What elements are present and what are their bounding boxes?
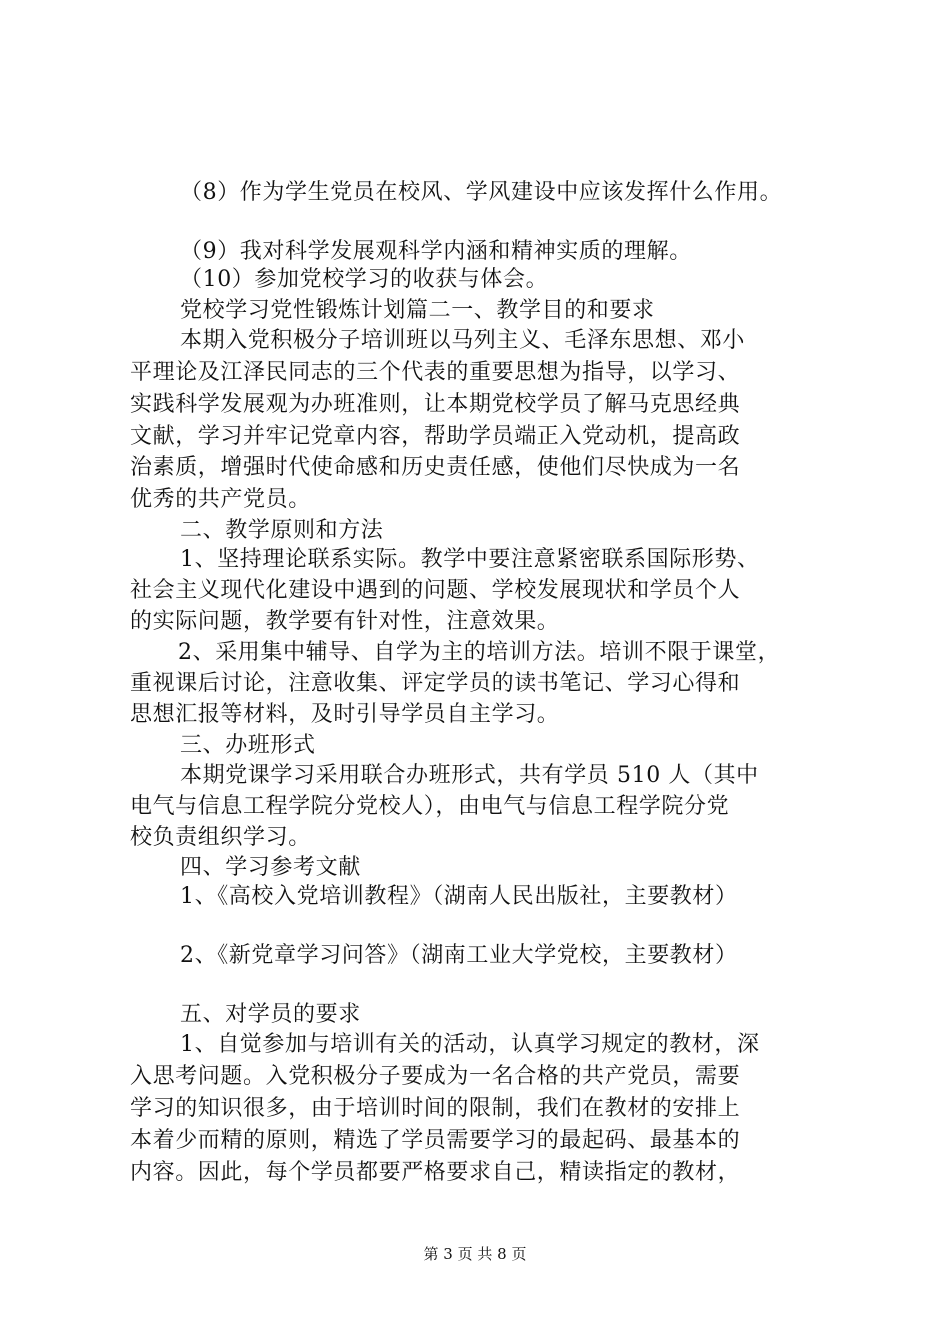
text-line: 实践科学发展观为办班准则，让本期党校学员了解马克思经典 <box>130 392 741 417</box>
text-line: 本期入党积极分子培训班以马列主义、毛泽东思想、邓小 <box>180 328 746 353</box>
text-line: 2、采用集中辅导、自学为主的培训方法。培训不限于课堂， <box>178 640 781 665</box>
section-heading: 四、学习参考文献 <box>180 855 361 880</box>
text-line: 本期党课学习采用联合办班形式，共有学员 510 人（其中 <box>180 763 759 788</box>
section-heading: 五、对学员的要求 <box>180 1002 361 1027</box>
text-line: 重视课后讨论，注意收集、评定学员的读书笔记、学习心得和 <box>130 671 741 696</box>
text-line: 2、《新党章学习问答》（湖南工业大学党校，主要教材） <box>180 943 738 968</box>
section-heading: 二、教学原则和方法 <box>180 518 384 543</box>
text-line: 优秀的共产党员。 <box>130 487 311 512</box>
text-line: 1、《高校入党培训教程》（湖南人民出版社，主要教材） <box>180 884 738 909</box>
text-line: 本着少而精的原则，精选了学员需要学习的最起码、最基本的 <box>130 1128 741 1153</box>
text-line: （8）作为学生党员在校风、学风建设中应该发挥什么作用。 <box>180 180 783 205</box>
section-heading: 党校学习党性锻炼计划篇二一、教学目的和要求 <box>180 298 655 323</box>
section-heading: 三、办班形式 <box>180 733 316 758</box>
text-line: 社会主义现代化建设中遇到的问题、学校发展现状和学员个人 <box>130 578 741 603</box>
text-line: 文献，学习并牢记党章内容，帮助学员端正入党动机，提高政 <box>130 424 741 449</box>
text-line: 平理论及江泽民同志的三个代表的重要思想为指导，以学习、 <box>130 360 741 385</box>
page-number-footer: 第 3 页 共 8 页 <box>423 1245 527 1263</box>
text-line: 入思考问题。入党积极分子要成为一名合格的共产党员，需要 <box>130 1064 741 1089</box>
text-line: （9）我对科学发展观科学内涵和精神实质的理解。 <box>180 239 692 264</box>
text-line: 校负责组织学习。 <box>130 825 311 850</box>
text-line: 1、自觉参加与培训有关的活动，认真学习规定的教材，深 <box>180 1032 760 1057</box>
text-line: 的实际问题，教学要有针对性，注意效果。 <box>130 609 560 634</box>
text-line: （10）参加党校学习的收获与体会。 <box>180 267 549 292</box>
text-line: 思想汇报等材料，及时引导学员自主学习。 <box>130 702 560 727</box>
text-line: 治素质，增强时代使命感和历史责任感，使他们尽快成为一名 <box>130 455 741 480</box>
text-line: 电气与信息工程学院分党校人），由电气与信息工程学院分党 <box>130 794 730 819</box>
text-line: 学习的知识很多，由于培训时间的限制，我们在教材的安排上 <box>130 1096 741 1121</box>
text-line: 1、坚持理论联系实际。教学中要注意紧密联系国际形势、 <box>180 547 760 572</box>
text-line: 内容。因此，每个学员都要严格要求自己，精读指定的教材， <box>130 1160 741 1185</box>
